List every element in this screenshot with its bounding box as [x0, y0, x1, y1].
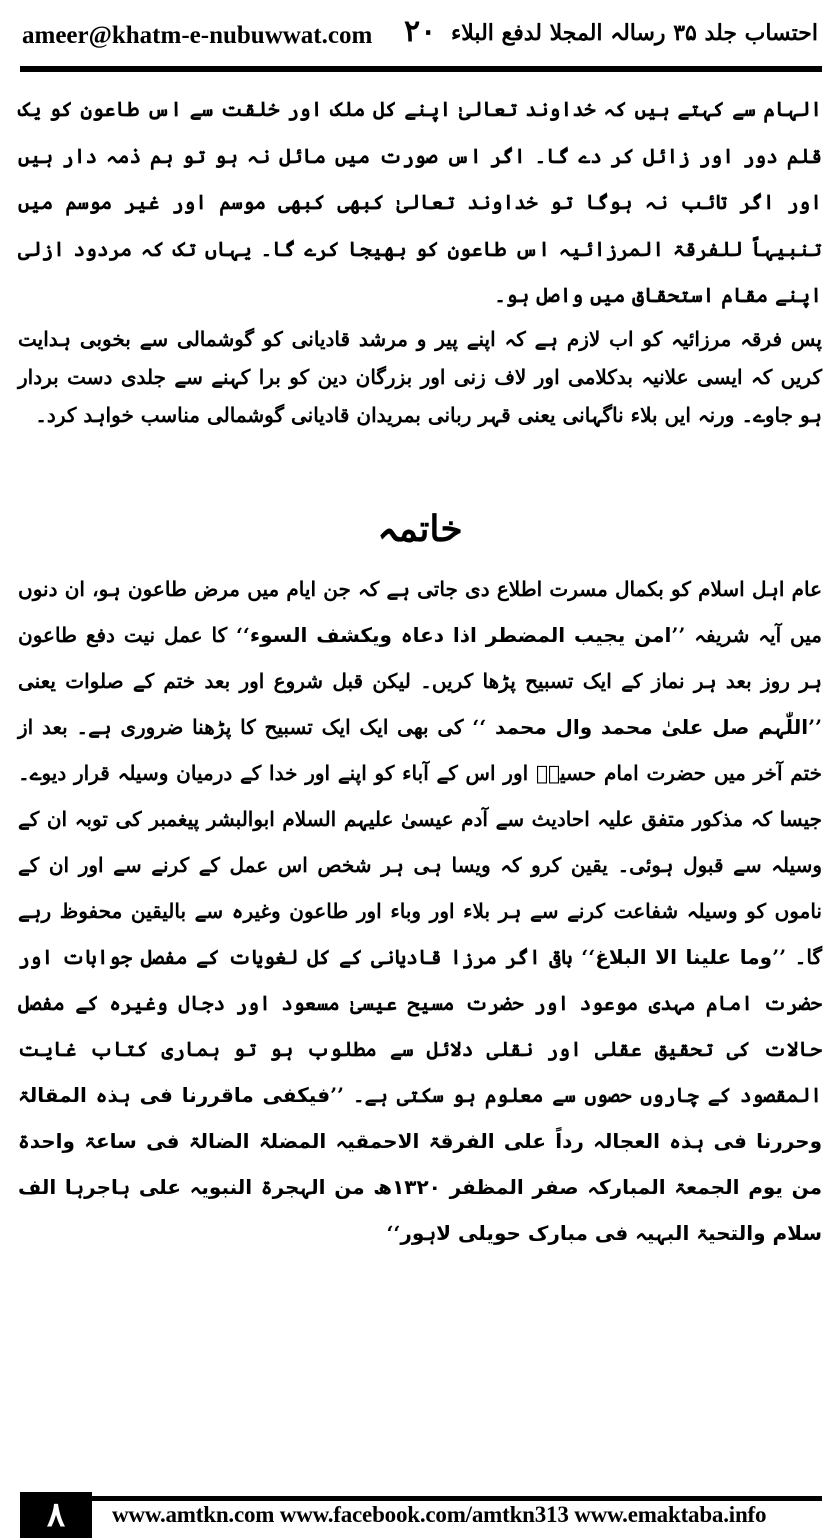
header-email: ameer@khatm-e-nubuwwat.com: [22, 22, 373, 49]
header-page-number: ۲۰: [404, 14, 437, 49]
quran-verse: امن یجیب المضطر اذا دعاہ ویکشف السوء: [249, 623, 672, 647]
p3-text-5: ‘‘: [386, 1221, 401, 1245]
p3-text-3: ‘‘ کی بھی ایک ایک تسبیح کا پڑھنا ضروری ہے۔ بعد از ختم آخر میں حضرت امام حسینؓ اور اس کے آباء کو اپنے اور خدا کے درمیان وسیلہ قرار دیوے۔ جیسا کہ مذکور متفق علیہ احادیث سے آدم عیسیٰ علیہم السلام ابوالبشر پیغمبر کی توبہ ان کے وسیلہ سے قبول ہوئی۔ یقین کرو کہ ویسا ہی ہر شخص اس عمل کے کرنے سے اور ان کے ناموں کو وسیلہ شفاعت کرنے سے ہر بلاء اور وباء اور طاعون وغیرہ سے بالیقین محفوظ رہے گا۔ ’’: [18, 715, 822, 969]
salawat-text: اللّٰہم صل علیٰ محمد وال محمد: [494, 715, 809, 739]
page-footer: [0, 1476, 840, 1540]
paragraph-3: [18, 566, 822, 1256]
header-title: احتساب جلد ۳۵ رسالہ المجلا لدفع البلاء: [450, 20, 818, 46]
section-heading: خاتمہ: [377, 508, 463, 550]
p3-text-2: ‘‘ کا عمل نیت دفع طاعون ہر روز بعد ہر نماز کے ایک تسبیح پڑھا کریں۔ لیکن قبل شروع اور بعد ختم کے صلوات یعنی ’’: [18, 623, 823, 739]
paragraph-2: پس فرقہ مرزائیہ کو اب لازم ہے کہ اپنے پیر و مرشد قادیانی کو گوشمالی سے بخوبی ہدایت کریں کہ ایسی علانیہ بدکلامی اور لاف زنی اور بزرگان دین کو برا کہنے سے جلدی دست بردار ہو جاوے۔ ورنہ ایں بلاء ناگہانی یعنی قہر ربانی بمریدان قادیانی گوشمالی مناسب خواہد کرد۔: [18, 327, 822, 427]
footer-number: ۸: [20, 1492, 92, 1538]
page-header: [0, 0, 840, 72]
footer-rule: [20, 1496, 822, 1501]
footer-links: www.amtkn.com www.facebook.com/amtkn313 www.emaktaba.info: [112, 1502, 767, 1527]
header-rule: [20, 66, 822, 72]
paragraph-1: الہام سے کہتے ہیں کہ خداوند تعالیٰ اپنے کل ملک اور خلقت سے اس طاعون کو یک قلم دور اور زائل کر دے گا۔ اگر اس صورت میں مائل نہ ہو تو ہم ذمہ دار ہیں اور اگر تائب نہ ہوگا تو خداوند تعالیٰ کبھی کبھی موسم اور غیر موسم میں تنبیہاً للفرقۃ المرزائیہ اس طاعون کو بھیجا کرے گا۔ یہاں تک کہ مردود ازلی اپنے مقام استحقاق میں واصل ہو۔: [18, 97, 822, 307]
p3-text-1: عام اہل اسلام کو بکمال مسرت اطلاع دی جاتی ہے کہ جن ایام میں مرض طاعون ہو، ان دنوں میں آیہ شریفہ ’’: [18, 577, 822, 647]
p3-text-4: ‘‘ باقی اگر مرزا قادیانی کے کل لغویات کے مفصل جوابات اور حضرت امام مہدی موعود اور حضرت مسیح عیسیٰ مسعود اور دجال وغیرہ کے مفصل حالات کی تحقیق عقلی اور نقلی دلائل سے مطلوب ہو تو ہماری کتاب غایت المقصود کے چاروں حصوں سے معلوم ہو سکتی ہے۔ ’’: [18, 945, 823, 1107]
quran-phrase: وما علینا الا البلاغ: [595, 945, 773, 969]
arabic-closing: فیکفی ماقررنا فی ہذہ المقالۃ وحررنا فی ہذہ العجالہ رداً علی الفرقۃ الاحمقیہ المضلۃ الضالۃ فی ساعۃ واحدۃ من یوم الجمعۃ المبارکہ صفر المظفر ۱۳۲۰ھ من الہجرۃ النبویہ علی ہاجرہا الف سلام والتحیۃ البہیہ فی مبارک حویلی لاہور: [18, 1083, 822, 1245]
